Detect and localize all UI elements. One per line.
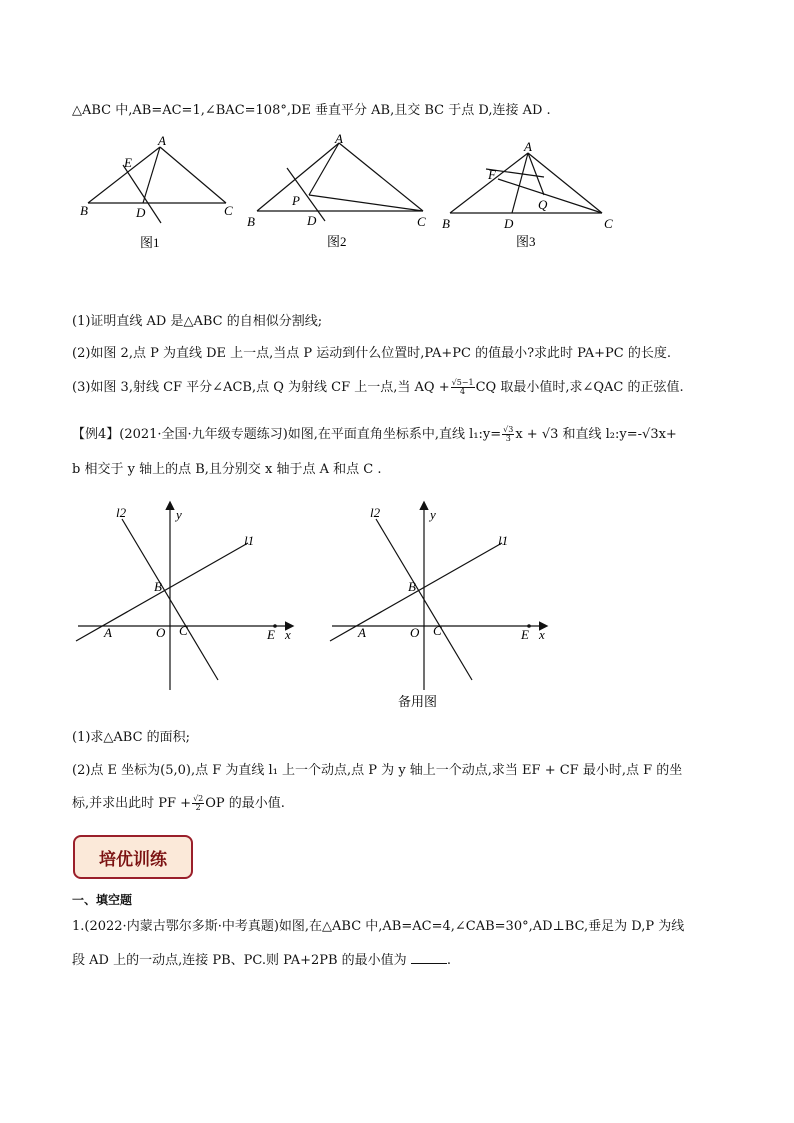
fig2-label-p: P xyxy=(292,193,300,208)
coord2-label-l2: l2 xyxy=(370,505,381,520)
coord2-caption: 备用图 xyxy=(398,694,438,709)
fig3-label-q: Q xyxy=(538,197,548,212)
coord-figure-2-svg xyxy=(324,493,559,713)
fill-question-1-end: . xyxy=(446,953,451,968)
figure-3 xyxy=(440,135,630,255)
coord-figure-1-svg xyxy=(70,495,305,695)
p2-fraction-num: √2 xyxy=(193,794,204,803)
part-2-c: OP 的最小值. xyxy=(205,796,285,811)
coord1-label-y: y xyxy=(176,507,182,522)
fig3-label-a: A xyxy=(524,139,532,154)
intro-text: △ABC 中,AB=AC=1,∠BAC=108°,DE 垂直平分 AB,且交 BC 于点 D,连接 AD . xyxy=(72,103,551,118)
coord2-label-o: O xyxy=(410,625,420,640)
question-3 xyxy=(72,379,684,397)
fig3-label-b: B xyxy=(442,216,450,231)
question-2: (2)如图 2,点 P 为直线 DE 上一点,当点 P 运动到什么位置时,PA+PC 的值最小?求此时 PA+PC 的长度. xyxy=(72,346,671,361)
section-title-box xyxy=(73,835,193,879)
fig2-label-b: B xyxy=(247,214,255,229)
part-heading: 一、填空题 xyxy=(72,893,133,907)
coord1-label-o: O xyxy=(156,625,166,640)
part-2-line-2 xyxy=(72,795,285,813)
example-4-line-2: b 相交于 y 轴上的点 B,且分别交 x 轴于点 A 和点 C . xyxy=(72,462,382,477)
answer-blank[interactable] xyxy=(411,951,447,964)
example-4-line-1 xyxy=(72,426,677,444)
q3-fraction-den: 4 xyxy=(460,387,466,396)
section-title: 培优训练 xyxy=(99,849,167,870)
fig1-label-a: A xyxy=(158,133,166,148)
figure-1-svg xyxy=(78,135,248,255)
coord1-label-l1: l1 xyxy=(244,533,255,548)
fig2-label-c: C xyxy=(417,214,426,229)
coord2-label-l1: l1 xyxy=(498,533,509,548)
ex4-fraction-den: 3 xyxy=(505,434,511,443)
q3-fraction xyxy=(451,379,475,396)
coord-figure-2 xyxy=(324,493,559,713)
coord2-label-a: A xyxy=(358,625,366,640)
fig2-label-a: A xyxy=(335,131,343,146)
coord2-label-y: y xyxy=(430,507,436,522)
coord1-label-b: B xyxy=(154,579,162,594)
coord2-label-c: C xyxy=(433,623,442,638)
fill-question-1-b: 段 AD 上的一动点,连接 PB、PC.则 PA+2PB 的最小值为 xyxy=(72,953,407,968)
example-4-part-a: 【例4】(2021·全国·九年级专题练习)如图,在平面直角坐标系中,直线 l₁:y= xyxy=(72,427,502,442)
figure-1 xyxy=(78,135,248,255)
coord2-label-b: B xyxy=(408,579,416,594)
coord2-label-x: x xyxy=(539,627,545,642)
fig3-label-d: D xyxy=(504,216,514,231)
part-2-line-1: (2)点 E 坐标为(5,0),点 F 为直线 l₁ 上一个动点,点 P 为 y 轴上一个动点,求当 EF + CF 最小时,点 F 的坐 xyxy=(72,763,683,778)
fig3-label-c: C xyxy=(604,216,613,231)
coord1-label-e: E xyxy=(267,627,275,642)
coord1-label-a: A xyxy=(104,625,112,640)
part-1: (1)求△ABC 的面积; xyxy=(72,730,191,745)
fig1-label-e: E xyxy=(124,155,132,170)
coord1-label-c: C xyxy=(179,623,188,638)
fig2-caption: 图2 xyxy=(327,234,347,249)
example-4-part-b: x + √3 和直线 l₂:y=-√3x+ xyxy=(515,427,677,442)
fig1-label-d: D xyxy=(136,205,146,220)
figure-2 xyxy=(245,133,435,253)
question-3-part-a: (3)如图 3,射线 CF 平分∠ACB,点 Q 为射线 CF 上一点,当 AQ + xyxy=(72,380,450,395)
fig1-caption: 图1 xyxy=(140,235,160,250)
fig3-caption: 图3 xyxy=(516,234,536,249)
coord-figure-1 xyxy=(70,495,305,695)
ex4-fraction-num: √3 xyxy=(503,425,514,434)
fill-question-1-line-1: 1.(2022·内蒙古鄂尔多斯·中考真题)如图,在△ABC 中,AB=AC=4,∠CAB=30°,AD⊥BC,垂足为 D,P 为线 xyxy=(72,919,685,934)
p2-fraction xyxy=(192,795,204,812)
q3-fraction-num: √5−1 xyxy=(451,378,474,387)
coord2-label-e: E xyxy=(521,627,529,642)
ex4-fraction xyxy=(502,426,514,443)
figure-3-svg xyxy=(440,135,630,255)
fill-question-1-line-2 xyxy=(72,951,451,970)
fig1-label-c: C xyxy=(224,203,233,218)
p2-fraction-den: 2 xyxy=(195,803,201,812)
question-3-part-b: CQ 取最小值时,求∠QAC 的正弦值. xyxy=(475,380,684,395)
fig2-label-d: D xyxy=(307,213,317,228)
coord1-label-l2: l2 xyxy=(116,505,127,520)
fig3-label-f: F xyxy=(488,167,496,182)
coord1-label-x: x xyxy=(285,627,291,642)
part-2-b: 标,并求出此时 PF + xyxy=(72,796,192,811)
fig1-label-b: B xyxy=(80,203,88,218)
figure-2-svg xyxy=(245,133,435,253)
question-1: (1)证明直线 AD 是△ABC 的自相似分割线; xyxy=(72,314,323,329)
